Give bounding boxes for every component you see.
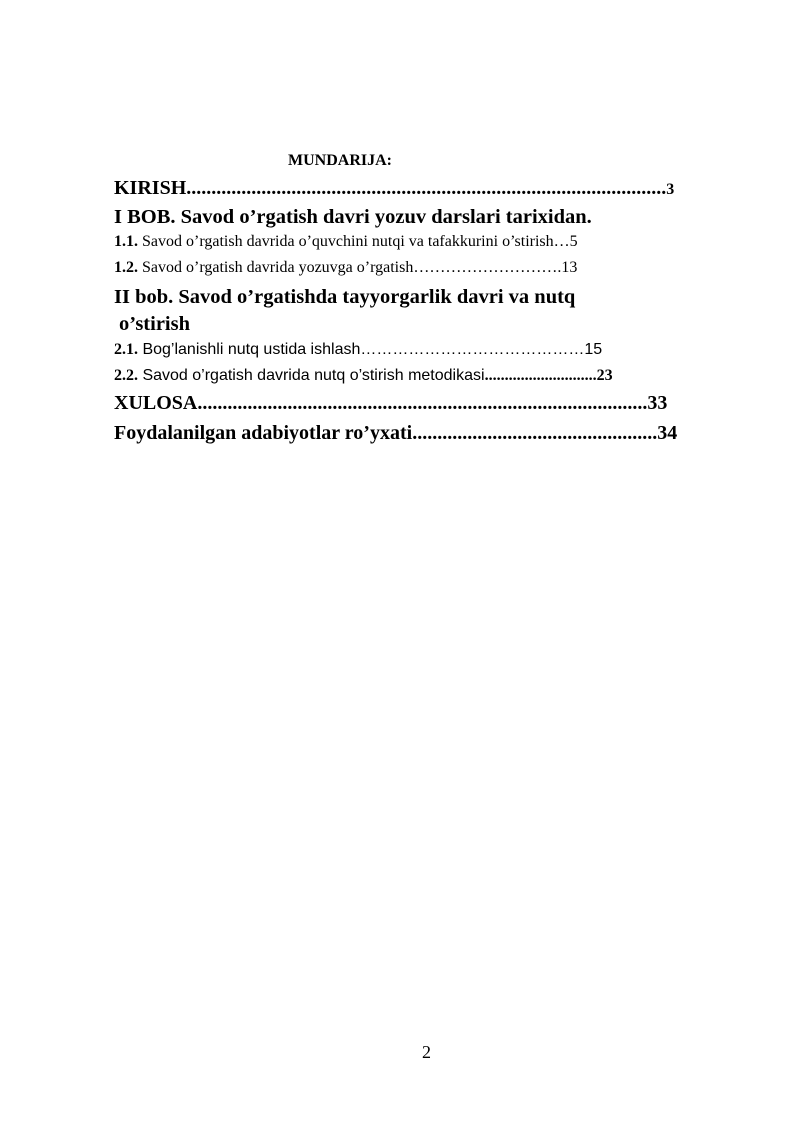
toc-title: MUNDARIJA: (288, 152, 392, 169)
toc-item-text: Savod o’rgatish davrida nutq o’stirish metodikasi (138, 367, 485, 384)
toc-leader-dots: ................................................. (412, 422, 658, 444)
toc-entry-label: KIRISH (114, 177, 187, 199)
toc-chapter-2-line2: o’stirish (119, 313, 190, 335)
toc-item-1-1 (114, 234, 578, 250)
toc-entry-label: Foydalanilgan adabiyotlar ro’yxati (114, 422, 413, 444)
toc-page-number: 33 (647, 392, 668, 414)
toc-item-text: Bog’lanishli nutq ustida ishlash……………………………………15 (138, 341, 603, 358)
toc-leader-dots: .......................................................................................... (197, 392, 648, 414)
toc-item-number: 2.2. (114, 367, 138, 384)
toc-item-2-2 (114, 368, 613, 384)
toc-item-number: 1.1. (114, 233, 138, 250)
toc-item-text: Savod o’rgatish davrida yozuvga o’rgatish……………………….13 (138, 259, 578, 276)
toc-entry-xulosa (114, 393, 667, 413)
toc-item-text: Savod o’rgatish davrida o’quvchini nutqi va tafakkurini o’stirish…5 (138, 233, 578, 250)
toc-item-number: 2.1. (114, 341, 138, 358)
toc-leader-dots: ................................................................................................ (186, 177, 667, 199)
toc-page-number: 23 (596, 367, 613, 384)
toc-entry-label: XULOSA (114, 392, 198, 414)
toc-chapter-2-line1: II bob. Savod o’rgatishda tayyorgarlik davri va nutq (114, 286, 576, 308)
toc-page-number: 3 (666, 181, 675, 198)
toc-entry-adabiyotlar (114, 423, 677, 443)
page-number: 2 (422, 1042, 431, 1062)
toc-page-number: 34 (657, 422, 678, 444)
toc-item-number: 1.2. (114, 259, 138, 276)
toc-item-1-2 (114, 260, 577, 276)
toc-chapter-1: I BOB. Savod o’rgatish davri yozuv darslari tarixidan. (114, 206, 592, 228)
toc-item-2-1 (114, 342, 602, 358)
toc-leader-dots: ............................ (484, 367, 597, 384)
toc-entry-kirish (114, 178, 674, 198)
